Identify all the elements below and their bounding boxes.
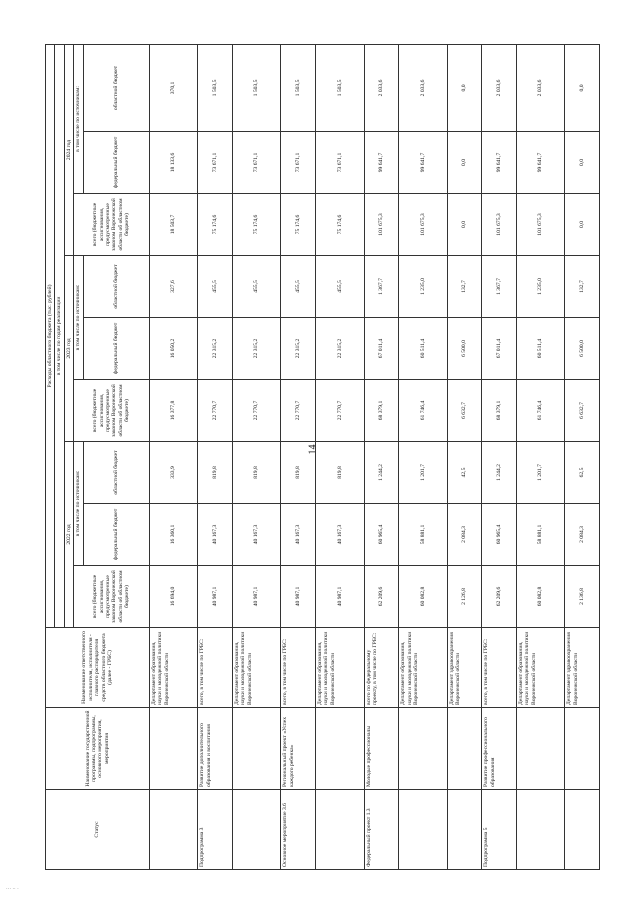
cell-value: 1 503,5 — [281, 44, 316, 131]
cell-value: 58 881,1 — [516, 504, 565, 566]
header-2024: 2024 год — [64, 44, 73, 255]
cell-value: 60 082,8 — [516, 566, 565, 628]
footer-mark: ··· ·· · — [6, 886, 19, 892]
cell-gabs: Департамент образования, науки и молодежной политики Воронежской области — [315, 628, 364, 708]
cell-value: 455,5 — [281, 256, 316, 318]
rotated-table-container — [45, 45, 600, 870]
header-expenses: Расходы областного бюджета (тыс. рублей) — [46, 44, 55, 627]
cell-value: 60 965,4 — [482, 504, 517, 566]
cell-value: 2 084,3 — [565, 504, 600, 566]
cell-value: 22 315,2 — [315, 318, 364, 380]
cell-value: 68 379,1 — [364, 380, 399, 442]
cell-value: 16 694,0 — [149, 566, 198, 628]
cell-name — [149, 708, 198, 790]
header-by-source-2024: в том числе по источникам: — [74, 44, 83, 193]
header-total-2024: всего (бюджетные ассигнования, предусмотренные законом Воронежской области об областном бюджете) — [74, 194, 149, 256]
cell-status — [232, 790, 281, 870]
header-total-2023: всего (бюджетные ассигнования, предусмотренные законом Воронежской области об областном бюджете) — [74, 380, 149, 442]
cell-value: 6 500,0 — [565, 318, 600, 380]
cell-value: 16 360,1 — [149, 504, 198, 566]
cell-gabs: всего по федеральному проекту, в том числе по ГРБС: — [364, 628, 399, 708]
cell-value: 1 367,7 — [364, 256, 399, 318]
cell-name — [516, 708, 565, 790]
cell-value: 75 174,6 — [198, 194, 233, 256]
header-2022: 2022 год — [64, 442, 73, 628]
header-regional-2023: областной бюджет — [83, 256, 149, 318]
cell-value: 333,9 — [149, 442, 198, 504]
cell-gabs: Департамент образования, науки и молодежной политики Воронежской области — [149, 628, 198, 708]
cell-value: 327,6 — [149, 256, 198, 318]
header-federal-2022: федеральный бюджет — [83, 504, 149, 566]
cell-value: 68 379,1 — [482, 380, 517, 442]
cell-gabs: всего, в том числе по ГРБС: — [198, 628, 233, 708]
cell-value: 99 641,7 — [364, 132, 399, 194]
cell-value: 16 050,2 — [149, 318, 198, 380]
cell-value: 1 201,7 — [399, 442, 448, 504]
cell-value: 2 033,6 — [482, 44, 517, 131]
cell-status: Основное мероприятие 3.6 — [281, 790, 316, 870]
cell-value: 0,0 — [565, 194, 600, 256]
cell-value: 60 511,4 — [399, 318, 448, 380]
cell-value: 42,5 — [447, 442, 482, 504]
header-2023: 2023 год — [64, 256, 73, 442]
cell-value: 1 244,2 — [482, 442, 517, 504]
cell-name — [565, 708, 600, 790]
table-row — [447, 44, 482, 869]
cell-gabs: всего, в том числе по ГРБС: — [281, 628, 316, 708]
table-row — [198, 44, 233, 869]
cell-value: 67 011,4 — [482, 318, 517, 380]
cell-name: Развитие профессионального образования — [482, 708, 517, 790]
cell-value: 2 033,6 — [516, 44, 565, 131]
cell-value: 22 315,2 — [232, 318, 281, 380]
cell-value: 61 746,4 — [516, 380, 565, 442]
cell-value: 67 011,4 — [364, 318, 399, 380]
cell-value: 101 675,3 — [482, 194, 517, 256]
cell-value: 132,7 — [447, 256, 482, 318]
cell-value: 22 770,7 — [315, 380, 364, 442]
table-row — [565, 44, 600, 869]
cell-value: 0,0 — [447, 132, 482, 194]
cell-value: 73 671,1 — [315, 132, 364, 194]
cell-status: Подпрограмма 3 — [198, 790, 233, 870]
cell-value: 99 641,7 — [399, 132, 448, 194]
cell-value: 73 671,1 — [281, 132, 316, 194]
cell-gabs: Департамент образования, науки и молодежной политики Воронежской области — [516, 628, 565, 708]
cell-value: 22 770,7 — [198, 380, 233, 442]
cell-value: 819,8 — [232, 442, 281, 504]
table-row — [482, 44, 517, 869]
cell-value: 40 167,3 — [232, 504, 281, 566]
cell-value: 6 632,7 — [565, 380, 600, 442]
cell-status — [149, 790, 198, 870]
header-regional-2024: областной бюджет — [83, 44, 149, 131]
cell-value: 40 987,1 — [198, 566, 233, 628]
cell-value: 22 315,2 — [198, 318, 233, 380]
cell-value: 101 675,3 — [364, 194, 399, 256]
cell-value: 60 965,4 — [364, 504, 399, 566]
cell-status — [565, 790, 600, 870]
cell-value: 2 033,6 — [399, 44, 448, 131]
cell-value: 16 377,8 — [149, 380, 198, 442]
cell-value: 40 987,1 — [232, 566, 281, 628]
cell-gabs: Департамент образования, науки и молодежной политики Воронежской области — [232, 628, 281, 708]
header-gabs: Наименование ответственного исполнителя, исполнителя - главного распорядителя средств областного бюджета (далее - ГРБС) — [46, 628, 150, 708]
cell-name — [232, 708, 281, 790]
cell-value: 73 671,1 — [232, 132, 281, 194]
cell-status — [447, 790, 482, 870]
cell-value: 58 881,1 — [399, 504, 448, 566]
cell-gabs: Департамент образования, науки и молодежной политики Воронежской области — [399, 628, 448, 708]
cell-value: 819,8 — [281, 442, 316, 504]
cell-value: 2 084,3 — [447, 504, 482, 566]
cell-status — [315, 790, 364, 870]
page-number: 14 — [307, 444, 319, 455]
cell-value: 75 174,6 — [232, 194, 281, 256]
header-federal-2024: федеральный бюджет — [83, 132, 149, 194]
cell-value: 2 136,8 — [565, 566, 600, 628]
cell-value: 40 987,1 — [315, 566, 364, 628]
cell-value: 455,5 — [232, 256, 281, 318]
cell-status: Федеральный проект 1.3 — [364, 790, 399, 870]
header-regional-2022: областной бюджет — [83, 442, 149, 504]
cell-value: 99 641,7 — [516, 132, 565, 194]
cell-value: 1 503,5 — [315, 44, 364, 131]
cell-value: 1 503,5 — [198, 44, 233, 131]
cell-value: 40 167,3 — [315, 504, 364, 566]
cell-value: 819,8 — [198, 442, 233, 504]
cell-value: 61 746,4 — [399, 380, 448, 442]
cell-name — [399, 708, 448, 790]
header-by-years: в том числе по годам реализации — [55, 44, 64, 627]
header-name: Наименование государственной программы, подпрограммы, основного мероприятия, мероприятия — [46, 708, 150, 790]
table-row — [232, 44, 281, 869]
cell-value: 40 987,1 — [281, 566, 316, 628]
cell-value: 62 209,6 — [364, 566, 399, 628]
header-total-2022: всего (бюджетные ассигнования, предусмотренные законом Воронежской области об областном бюджете) — [74, 566, 149, 628]
cell-value: 1 235,0 — [399, 256, 448, 318]
cell-value: 62,5 — [565, 442, 600, 504]
cell-value: 40 167,3 — [198, 504, 233, 566]
table-row — [364, 44, 399, 869]
header-by-source-2022: в том числе по источникам: — [74, 442, 83, 566]
cell-value: 1 367,7 — [482, 256, 517, 318]
cell-value: 0,0 — [565, 132, 600, 194]
cell-value: 370,1 — [149, 44, 198, 131]
cell-value: 1 244,2 — [364, 442, 399, 504]
cell-value: 6 500,0 — [447, 318, 482, 380]
cell-value: 2 126,8 — [447, 566, 482, 628]
cell-name — [447, 708, 482, 790]
cell-value: 0,0 — [447, 194, 482, 256]
cell-status: Подпрограмма 5 — [482, 790, 517, 870]
cell-value: 75 174,6 — [315, 194, 364, 256]
cell-status — [516, 790, 565, 870]
table-row — [149, 44, 198, 869]
header-by-source-2023: в том числе по источникам: — [74, 256, 83, 380]
cell-value: 18 503,7 — [149, 194, 198, 256]
header-status: Статус — [46, 790, 150, 870]
cell-value: 22 315,2 — [281, 318, 316, 380]
table-body — [149, 44, 599, 869]
cell-value: 101 675,3 — [399, 194, 448, 256]
cell-value: 455,5 — [198, 256, 233, 318]
cell-name: Молодые профессионалы — [364, 708, 399, 790]
table-row — [281, 44, 316, 869]
cell-name: Развитие дополнительного образования и воспитания — [198, 708, 233, 790]
cell-value: 75 174,6 — [281, 194, 316, 256]
cell-name: Региональный проект «Успех каждого ребенка» — [281, 708, 316, 790]
cell-value: 60 082,8 — [399, 566, 448, 628]
cell-value: 60 511,4 — [516, 318, 565, 380]
cell-value: 132,7 — [565, 256, 600, 318]
cell-gabs: Департамент здравоохранения Воронежской области — [447, 628, 482, 708]
cell-value: 0,0 — [565, 44, 600, 131]
cell-gabs: всего, в том числе по ГРБС: — [482, 628, 517, 708]
cell-gabs: Департамент здравоохранения Воронежской области — [565, 628, 600, 708]
cell-value: 2 033,6 — [364, 44, 399, 131]
cell-value: 1 201,7 — [516, 442, 565, 504]
budget-table — [45, 44, 600, 870]
cell-value: 22 770,7 — [232, 380, 281, 442]
cell-value: 455,5 — [315, 256, 364, 318]
table-row — [315, 44, 364, 869]
table-row — [516, 44, 565, 869]
cell-value: 62 209,6 — [482, 566, 517, 628]
cell-value: 40 167,3 — [281, 504, 316, 566]
cell-value: 18 133,6 — [149, 132, 198, 194]
cell-value: 1 503,5 — [232, 44, 281, 131]
cell-value: 99 641,7 — [482, 132, 517, 194]
cell-value: 819,8 — [315, 442, 364, 504]
cell-value: 101 675,3 — [516, 194, 565, 256]
table-row — [399, 44, 448, 869]
cell-value: 0,0 — [447, 44, 482, 131]
cell-name — [315, 708, 364, 790]
cell-value: 6 632,7 — [447, 380, 482, 442]
header-federal-2023: федеральный бюджет — [83, 318, 149, 380]
cell-value: 1 235,0 — [516, 256, 565, 318]
cell-value: 22 770,7 — [281, 380, 316, 442]
cell-status — [399, 790, 448, 870]
cell-value: 73 671,1 — [198, 132, 233, 194]
